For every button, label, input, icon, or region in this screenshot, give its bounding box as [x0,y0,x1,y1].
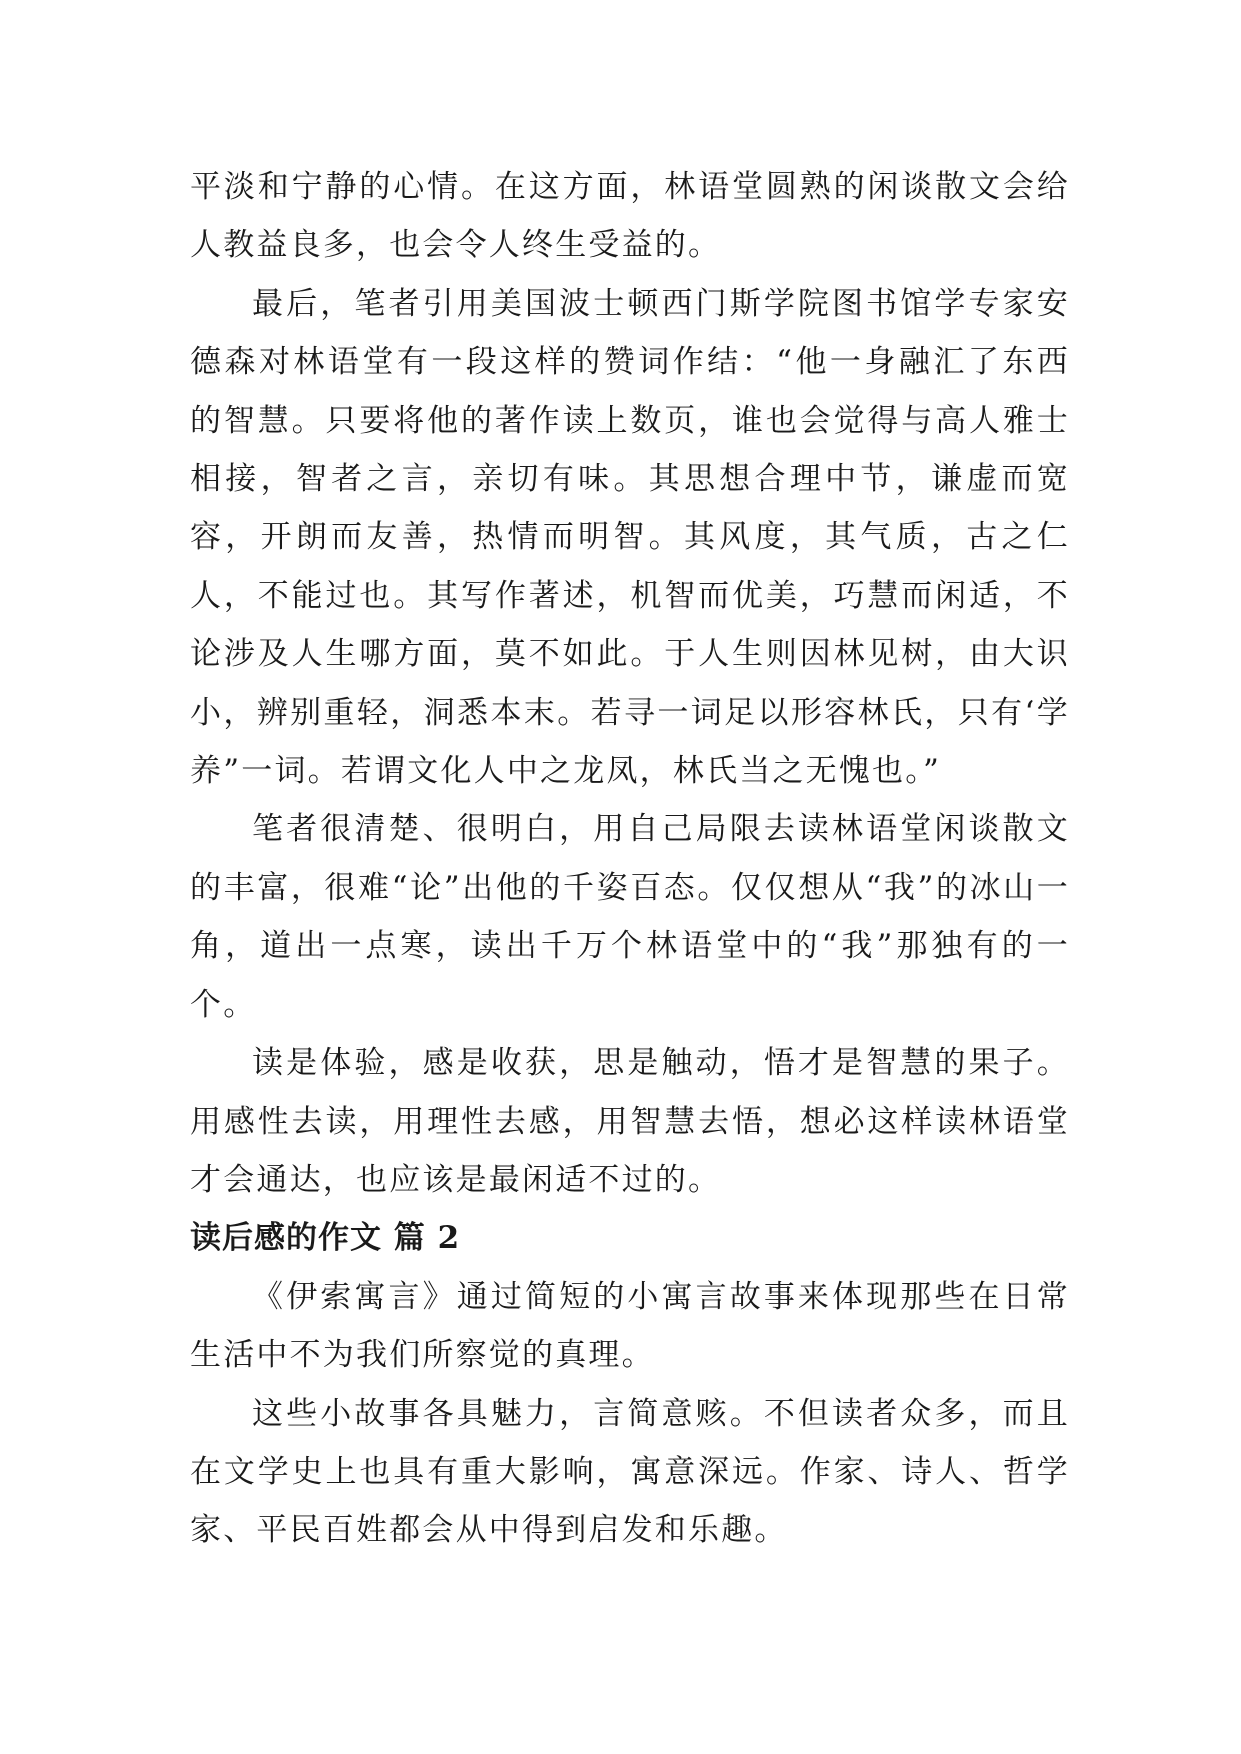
section-heading: 读后感的作文 篇 2 [190,1220,461,1257]
paragraph-1: 平淡和宁静的心情。在这方面，林语堂圆熟的闲谈散文会给人教益良多，也会令人终生受益的。 [190,169,1070,264]
paragraph-6: 这些小故事各具魅力，言简意赅。不但读者众多，而且在文学史上也具有重大影响，寓意深远。作家、诗人、哲学家、平民百姓都会从中得到启发和乐趣。 [190,1395,1070,1549]
paragraph-4: 读是体验，感是收获，思是触动，悟才是智慧的果子。用感性去读，用理性去感，用智慧去悟，想必这样读林语堂才会通达，也应该是最闲适不过的。 [190,1045,1070,1198]
paragraph-5: 《伊索寓言》通过简短的小寓言故事来体现那些在日常生活中不为我们所察觉的真理。 [190,1278,1070,1374]
paragraph-2: 最后，笔者引用美国波士顿西门斯学院图书馆学专家安德森对林语堂有一段这样的赞词作结：“他一身融汇了东西的智慧。只要将他的著作读上数页，谁也会觉得与高人雅士相接，智者之言，亲切有味。其思想合理中节，谦虚而宽容，开朗而友善，热情而明智。其风度，其气质，古之仁人，不能过也。其写作著述，机智而优美，巧慧而闲适，不论涉及人生哪方面，莫不如此。于人生则因林见树，由大识小，辨别重轻，洞悉本末。若寻一词足以形容林氏，只有‘学养”一词。若谓文化人中之龙凤，林氏当之无愧也。” [190,285,1070,790]
document-body [190,158,1070,1560]
paragraph-3: 笔者很清楚、很明白，用自己局限去读林语堂闲谈散文的丰富，很难“论”出他的千姿百态。仅仅想从“我”的冰山一角，道出一点寒，读出千万个林语堂中的“我”那独有的一个。 [190,811,1070,1023]
